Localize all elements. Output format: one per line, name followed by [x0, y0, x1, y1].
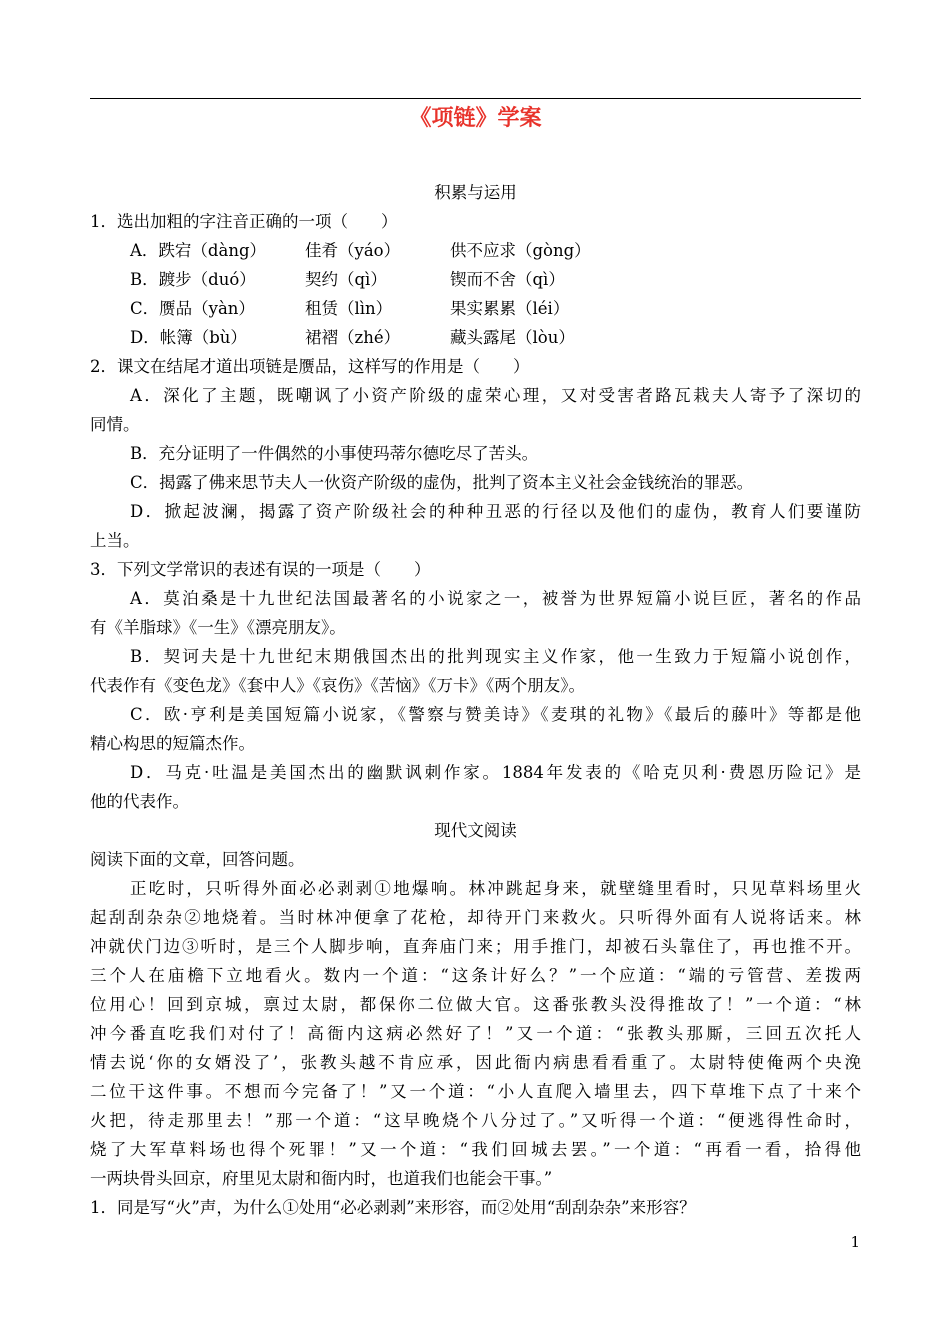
question-2-option-c: C．揭露了佛来思节夫人一伙资产阶级的虚伪，批判了资本主义社会金钱统治的罪恶。: [130, 473, 754, 492]
passage-line: 三个人在庙檐下立地看火。数内一个道：“这条计好么？”一个应道：“端的亏管营、差拨两: [90, 966, 861, 985]
passage-line: 位用心！回到京城，禀过太尉，都保你二位做大官。这番张教头没得推故了！”一个道：“林: [90, 995, 861, 1014]
option-item: 租赁（lìn）: [305, 299, 393, 318]
option-item: 佳肴（yáo）: [305, 241, 401, 260]
question-2-option-a: A．深化了主题，既嘲讽了小资产阶级的虚荣心理，又对受害者路瓦栽夫人寄予了深切的: [130, 386, 861, 405]
question-2-option-a-cont: 同情。: [90, 415, 140, 434]
question-1-prompt: 1．选出加粗的字注音正确的一项（ ）: [90, 212, 398, 231]
question-1-option-d: [90, 323, 861, 352]
passage-line: 冲就伏门边③听时，是三个人脚步响，直奔庙门来；用手推门，却被石头靠住了，再也推不开。: [90, 937, 861, 956]
section-heading-reading: 现代文阅读: [434, 821, 517, 840]
passage-line: 二位干这件事。不想而今完备了！”又一个道：“小人直爬入墙里去，四下草堆下点了十来个: [90, 1082, 861, 1101]
header-rule: [90, 98, 861, 99]
question-3-option-b: B．契诃夫是十九世纪末期俄国杰出的批判现实主义作家，他一生致力于短篇小说创作，: [130, 647, 861, 666]
passage-line: 正吃时，只听得外面必必剥剥①地爆响。林冲跳起身来，就壁缝里看时，只见草料场里火: [130, 879, 861, 898]
question-1-option-a: [90, 236, 861, 265]
option-item: C．赝品（yàn）: [130, 299, 255, 318]
passage-line: 烧了大军草料场也得个死罪！”又一个道：“我们回城去罢。”一个道：“再看一看，拾得他: [90, 1140, 861, 1159]
page-title: 《项链》学案: [409, 106, 542, 131]
question-2-option-d: D．掀起波澜，揭露了资产阶级社会的种种丑恶的行径以及他们的虚伪，教育人们要谨防: [130, 502, 861, 521]
section-heading-accumulation: 积累与运用: [434, 183, 517, 202]
question-3-prompt: 3．下列文学常识的表述有误的一项是（ ）: [90, 560, 431, 579]
question-2-option-b: B．充分证明了一件偶然的小事使玛蒂尔德吃尽了苦头。: [130, 444, 539, 463]
question-1-option-c: [90, 294, 861, 323]
option-item: 供不应求（gòng）: [450, 241, 591, 260]
document-body: [90, 178, 861, 1222]
question-3-option-d-cont: 他的代表作。: [90, 792, 189, 811]
passage-line: 冲今番直吃我们对付了！高衙内这病必然好了！”又一个道：“张教头那厮，三回五次托人: [90, 1024, 861, 1043]
question-3-option-b-cont: 代表作有《变色龙》《套中人》《哀伤》《苦恼》《万卡》《两个朋友》。: [90, 676, 585, 695]
question-2-option-d-cont: 上当。: [90, 531, 140, 550]
option-item: B．踱步（duó）: [130, 270, 256, 289]
reading-intro: 阅读下面的文章，回答问题。: [90, 850, 305, 869]
question-1-option-b: [90, 265, 861, 294]
question-3-option-c-cont: 精心构思的短篇杰作。: [90, 734, 255, 753]
passage-line: 起刮刮杂杂②地烧着。当时林冲便拿了花枪，却待开门来救火。只听得外面有人说将话来。林: [90, 908, 861, 927]
option-item: 藏头露尾（lòu）: [450, 328, 575, 347]
option-item: 契约（qì）: [305, 270, 387, 289]
question-3-option-d: D．马克·吐温是美国杰出的幽默讽刺作家。1884年发表的《哈克贝利·费恩历险记》是: [130, 763, 861, 782]
passage-line: 情去说‘你的女婿没了’，张教头越不肯应承，因此衙内病患看看重了。太尉特使俺两个央浼: [90, 1053, 861, 1072]
question-3-option-a: A．莫泊桑是十九世纪法国最著名的小说家之一，被誉为世界短篇小说巨匠，著名的作品: [130, 589, 861, 608]
page-number: 1: [850, 1233, 860, 1251]
question-3-option-a-cont: 有《羊脂球》《一生》《漂亮朋友》。: [90, 618, 346, 637]
option-item: 果实累累（léi）: [450, 299, 570, 318]
question-3-option-c: C．欧·亨利是美国短篇小说家，《警察与赞美诗》《麦琪的礼物》《最后的藤叶》等都是他: [130, 705, 861, 724]
option-item: 锲而不舍（qì）: [450, 270, 565, 289]
option-item: A．跌宕（dàng）: [130, 241, 267, 260]
reading-question-1: 1．同是写“火”声，为什么①处用“必必剥剥”来形容，而②处用“刮刮杂杂”来形容？: [90, 1198, 696, 1217]
option-item: 裙褶（zhé）: [305, 328, 401, 347]
passage-line: 火把，待走那里去！”那一个道：“这早晚烧个八分过了。”又听得一个道：“便逃得性命时，: [90, 1111, 861, 1130]
question-2-prompt: 2．课文在结尾才道出项链是赝品，这样写的作用是（ ）: [90, 357, 530, 376]
passage-line: 一两块骨头回京，府里见太尉和衙内时，也道我们也能会干事。”: [90, 1169, 553, 1188]
option-item: D．帐簿（bù）: [130, 328, 247, 347]
